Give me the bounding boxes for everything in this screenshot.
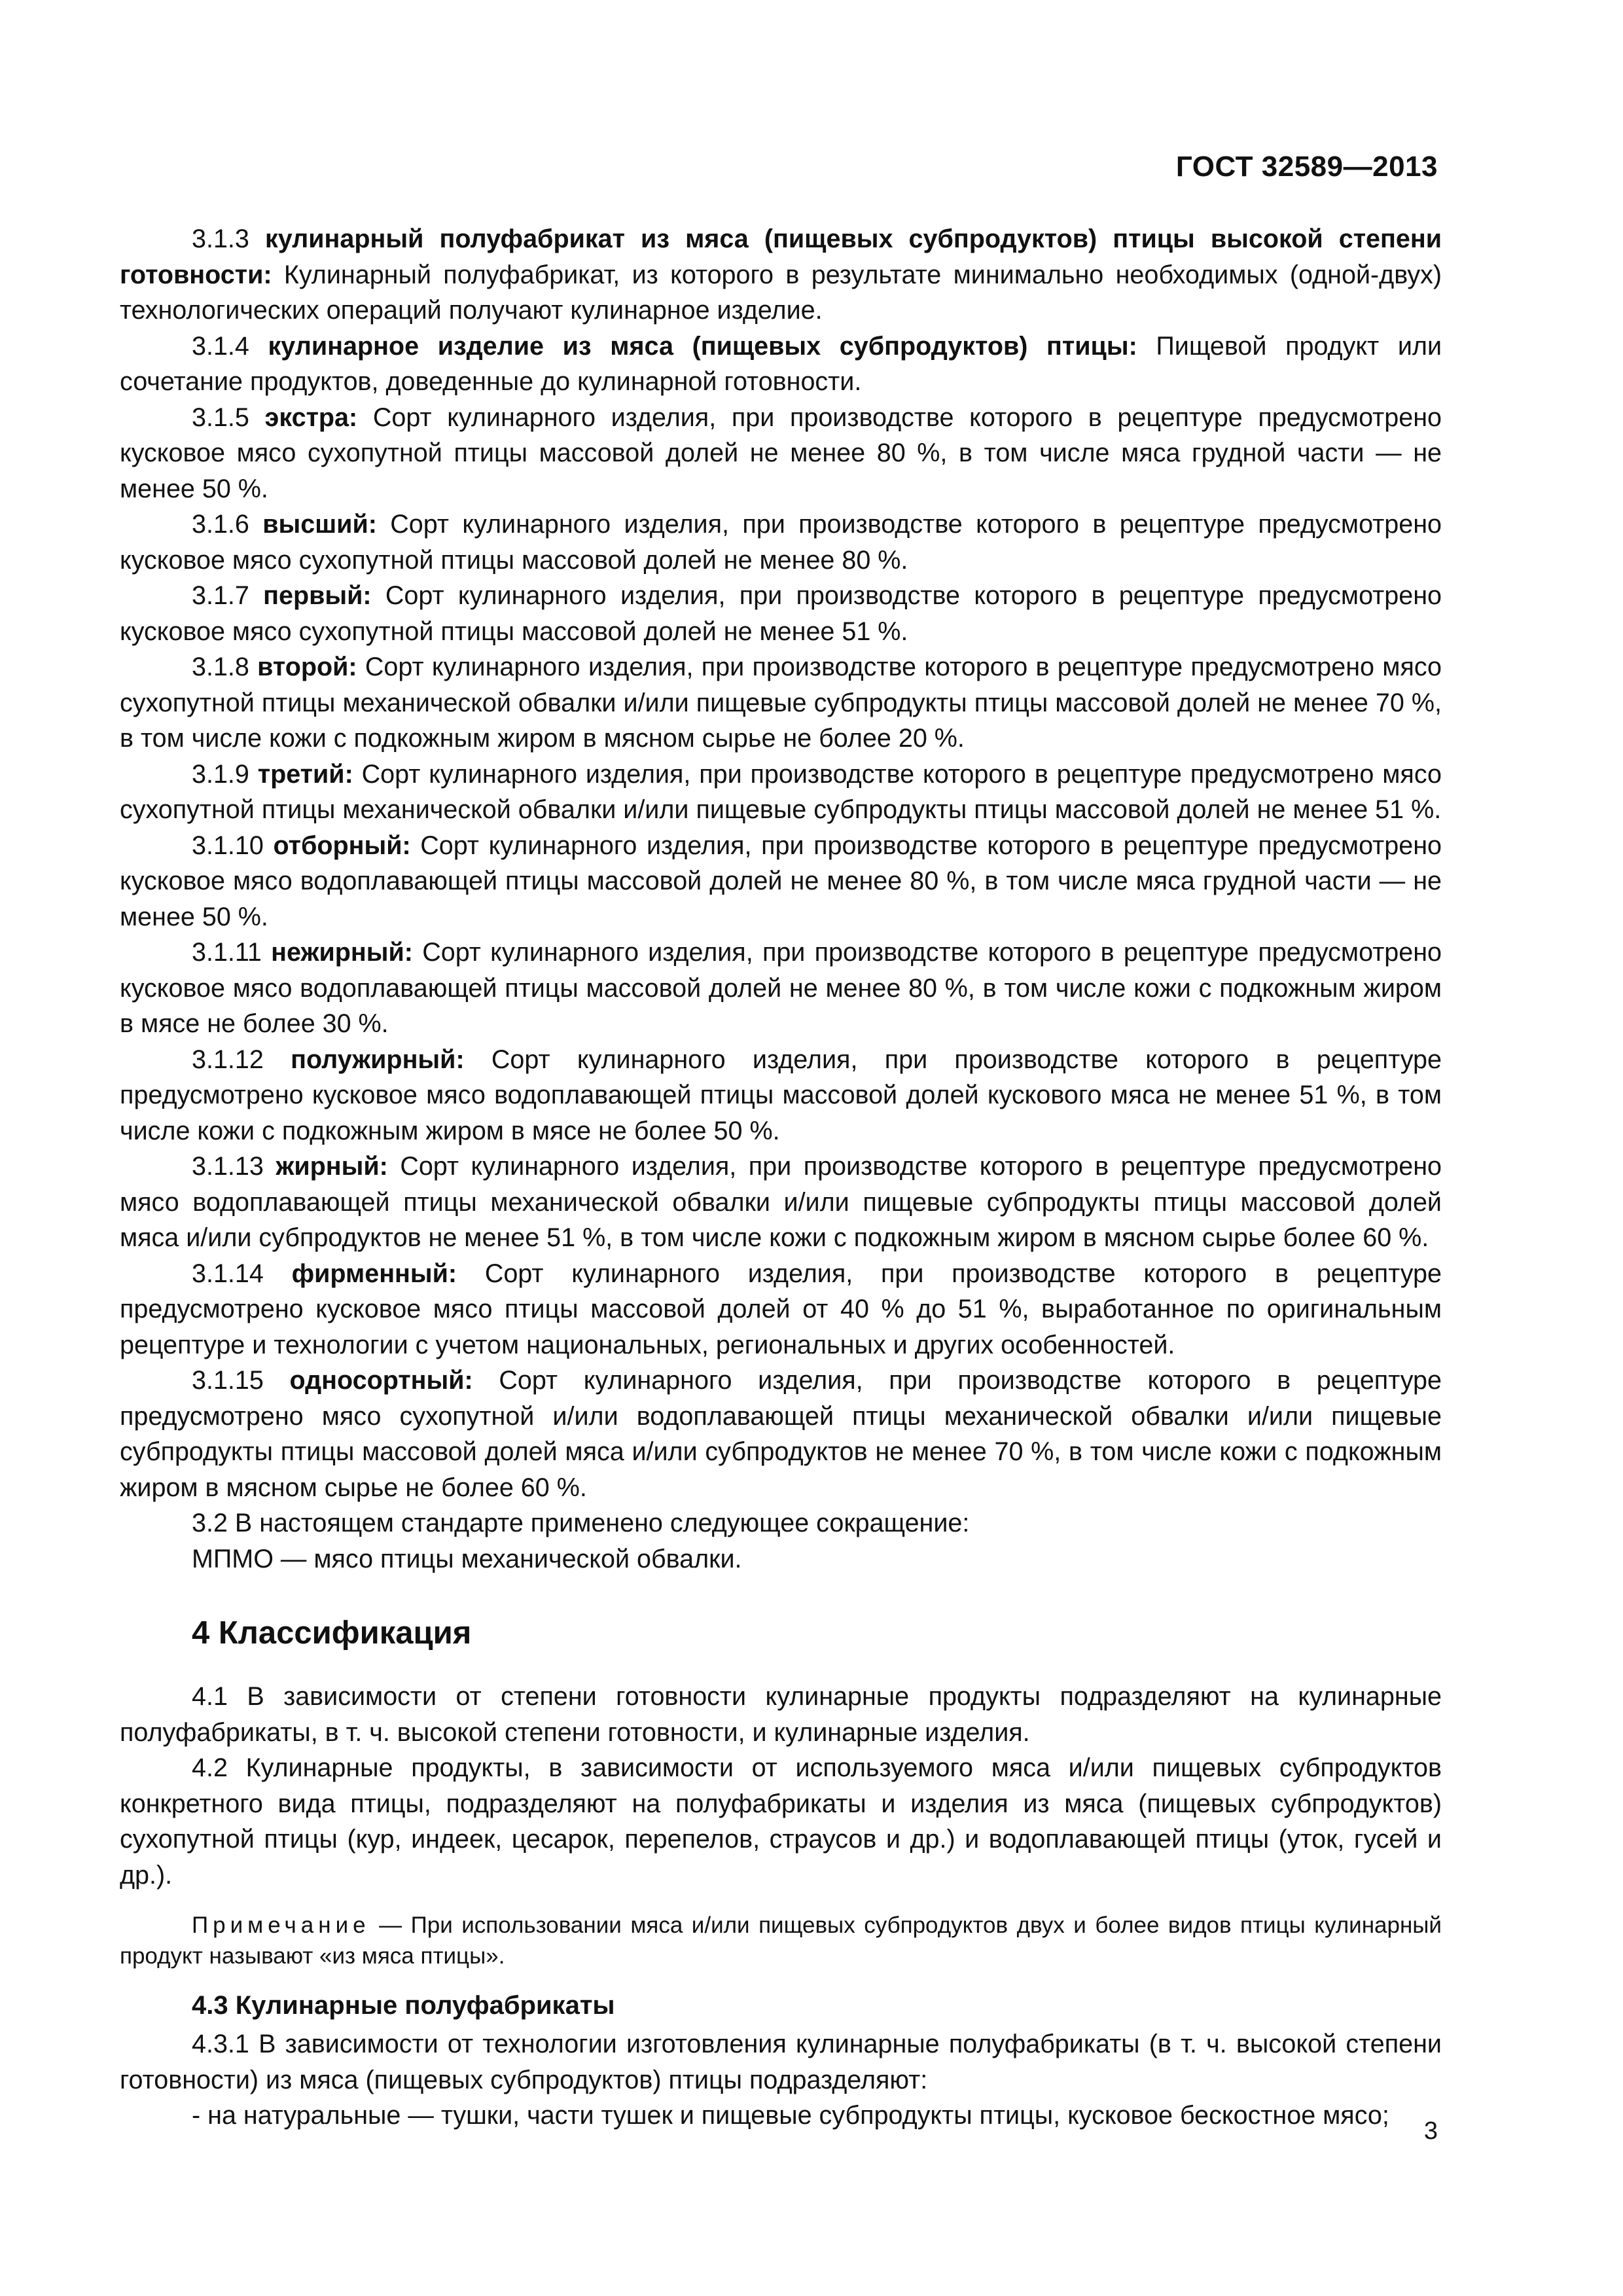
definition-item bbox=[120, 507, 1442, 578]
paragraph-4-3-1: 4.3.1 В зависимости от технологии изготовления кулинарные полуфабрикаты (в т. ч. высокой степени готовности) из мяса (пищевых субпродуктов) птицы подразделяют: bbox=[120, 2030, 1442, 2094]
definition-number: 3.1.3 bbox=[192, 224, 249, 253]
definition-item bbox=[120, 1363, 1442, 1505]
definition-term: кулинарное изделие из мяса (пищевых субпродуктов) птицы: bbox=[268, 331, 1137, 361]
definition-text: Сорт кулинарного изделия, при производстве которого в рецептуре предусмотрено мясо сухопутной птицы механической обвалки и/или пищевые субпродукты птицы массовой долей не менее 51 %. bbox=[120, 759, 1442, 824]
note-text: — При использовании мяса и/или пищевых субпродуктов двух и более видов птицы кулинарный продукт называют «из мяса птицы». bbox=[120, 1912, 1442, 1969]
definitions-list bbox=[120, 221, 1442, 1505]
definition-number: 3.1.6 bbox=[192, 510, 249, 539]
note bbox=[120, 1910, 1442, 1971]
definition-number: 3.1.10 bbox=[192, 831, 264, 860]
definition-item bbox=[120, 828, 1442, 935]
definition-term: жирный: bbox=[276, 1152, 388, 1181]
definition-number: 3.1.7 bbox=[192, 581, 249, 610]
definition-number: 3.1.11 bbox=[192, 938, 262, 967]
definition-number: 3.1.8 bbox=[192, 653, 249, 681]
definition-number: 3.1.9 bbox=[192, 759, 249, 789]
definition-term: нежирный: bbox=[271, 938, 413, 967]
definition-item bbox=[120, 1256, 1442, 1363]
abbrev-item: МПМО — мясо птицы механической обвалки. bbox=[192, 1544, 742, 1573]
definition-number: 3.1.5 bbox=[192, 403, 249, 432]
definition-text: Пищевой продукт или сочетание продуктов, доведенные до кулинарной готовности. bbox=[120, 331, 1442, 396]
page-number: 3 bbox=[1423, 2117, 1438, 2145]
definition-term: кулинарный полуфабрикат из мяса (пищевых субпродуктов) птицы высокой степени готовности: bbox=[120, 224, 1442, 289]
subsection-title: 4.3 Кулинарные полуфабрикаты bbox=[192, 1991, 615, 2020]
definition-text: Сорт кулинарного изделия, при производстве которого в рецептуре предусмотрено мясо сухопутной и/или водоплавающей птицы механической обвалки и/или пищевые субпродукты птицы массовой долей мяса и/или субпродуктов не менее 70 %, в том числе кожи с подкожным жиром в мясном сырье не более 60 %. bbox=[120, 1366, 1442, 1502]
definition-item bbox=[120, 757, 1442, 828]
definition-number: 3.1.13 bbox=[192, 1152, 264, 1181]
document-code: ГОСТ 32589—2013 bbox=[1175, 151, 1438, 183]
definition-item bbox=[120, 935, 1442, 1042]
definition-text: Сорт кулинарного изделия, при производстве которого в рецептуре предусмотрено мясо водоплавающей птицы механической обвалки и/или пищевые субпродукты птицы массовой долей мяса и/или субпродуктов не менее 51 %, в том числе кожи с подкожным жиром в мясном сырье более 60 %. bbox=[120, 1152, 1442, 1252]
definition-text: Сорт кулинарного изделия, при производстве которого в рецептуре предусмотрено кусковое мясо водоплавающей птицы массовой долей не менее 80 %, в том числе мяса грудной части — не менее 50 %. bbox=[120, 831, 1442, 931]
definition-number: 3.1.12 bbox=[192, 1045, 264, 1074]
definition-text: Сорт кулинарного изделия, при производстве которого в рецептуре предусмотрено кусковое мясо сухопутной птицы массовой долей не менее 80 %, в том числе мяса грудной части — не менее 50 %. bbox=[120, 403, 1442, 503]
definition-item bbox=[120, 221, 1442, 329]
definition-item bbox=[120, 329, 1442, 400]
definition-number: 3.1.15 bbox=[192, 1366, 264, 1395]
definition-text: Сорт кулинарного изделия, при производстве которого в рецептуре предусмотрено кусковое мясо водоплавающей птицы массовой долей кускового мяса не менее 51 %, в том числе кожи с подкожным жиром в мясе не более 50 %. bbox=[120, 1045, 1442, 1145]
abbrev-intro: 3.2 В настоящем стандарте применено следующее сокращение: bbox=[192, 1509, 970, 1537]
definition-text: Кулинарный полуфабрикат, из которого в результате минимально необходимых (одной-двух) технологических операций получают кулинарное изделие. bbox=[120, 260, 1442, 325]
note-label: Примечание bbox=[192, 1912, 370, 1938]
definition-term: полужирный: bbox=[291, 1045, 465, 1074]
section-title: 4 Классификация bbox=[192, 1615, 472, 1651]
definition-text: Сорт кулинарного изделия, при производстве которого в рецептуре предусмотрено кусковое мясо птицы массовой долей от 40 % до 51 %, выработанное по оригинальным рецептуре и технологии с учетом национальных, региональных и других особенностей. bbox=[120, 1259, 1442, 1359]
paragraph-4-2: 4.2 Кулинарные продукты, в зависимости от используемого мяса и/или пищевых субпродуктов конкретного вида птицы, подразделяют на полуфабрикаты и изделия из мяса (пищевых субпродуктов) сухопутной птицы (кур, индеек, цесарок, перепелов, страусов и др.) и водоплавающей птицы (уток, гусей и др.). bbox=[120, 1753, 1442, 1890]
definition-term: высший: bbox=[262, 510, 377, 539]
definition-text: Сорт кулинарного изделия, при производстве которого в рецептуре предусмотрено кусковое мясо сухопутной птицы массовой долей не менее 51 %. bbox=[120, 581, 1442, 646]
definition-term: экстра: bbox=[264, 403, 358, 432]
definition-number: 3.1.14 bbox=[192, 1259, 264, 1288]
document-body bbox=[120, 221, 1442, 2134]
definition-item bbox=[120, 1149, 1442, 1256]
definition-item bbox=[120, 649, 1442, 757]
definition-text: Сорт кулинарного изделия, при производстве которого в рецептуре предусмотрено кусковое мясо водоплавающей птицы массовой долей не менее 80 %, в том числе кожи с подкожным жиром в мясе не более 30 %. bbox=[120, 938, 1442, 1038]
definition-number: 3.1.4 bbox=[192, 331, 249, 361]
definition-item bbox=[120, 1042, 1442, 1149]
bullet-item: - на натуральные — тушки, части тушек и пищевые субпродукты птицы, кусковое бескостное мясо; bbox=[192, 2101, 1389, 2130]
definition-text: Сорт кулинарного изделия, при производстве которого в рецептуре предусмотрено мясо сухопутной птицы механической обвалки и/или пищевые субпродукты птицы массовой долей не менее 70 %, в том числе кожи с подкожным жиром в мясном сырье не более 20 %. bbox=[120, 653, 1442, 753]
definition-text: Сорт кулинарного изделия, при производстве которого в рецептуре предусмотрено кусковое мясо сухопутной птицы массовой долей не менее 80 %. bbox=[120, 510, 1442, 575]
definition-term: третий: bbox=[257, 759, 353, 789]
definition-item bbox=[120, 400, 1442, 507]
definition-item bbox=[120, 578, 1442, 649]
definition-term: второй: bbox=[257, 653, 357, 681]
definition-term: фирменный: bbox=[291, 1259, 457, 1288]
definition-term: первый: bbox=[263, 581, 372, 610]
definition-term: отборный: bbox=[273, 831, 411, 860]
paragraph-4-1: 4.1 В зависимости от степени готовности кулинарные продукты подразделяют на кулинарные полуфабрикаты, в т. ч. высокой степени готовности, и кулинарные изделия. bbox=[120, 1682, 1442, 1747]
definition-term: односортный: bbox=[289, 1366, 473, 1395]
